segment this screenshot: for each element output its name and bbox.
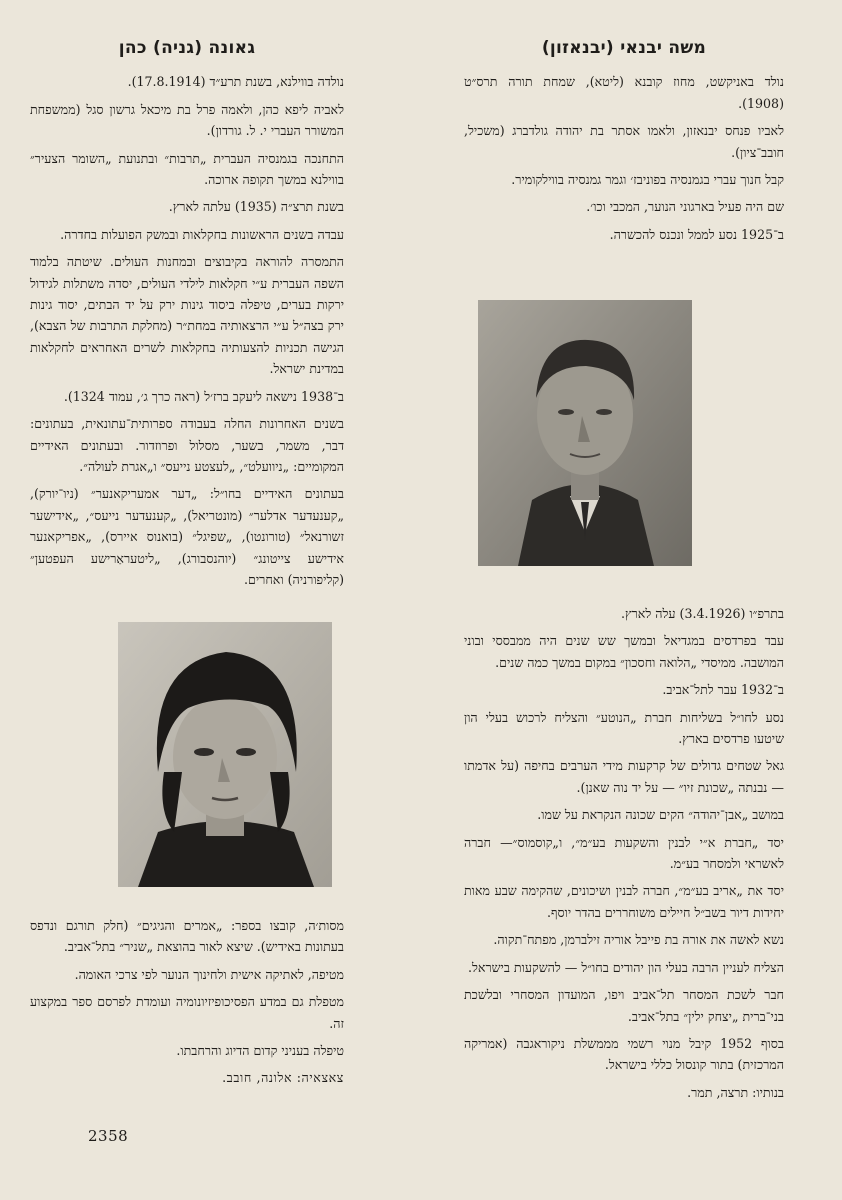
paragraph: ב־1932 עבר לתל־אביב. [662,682,784,698]
paragraph: קבל חנוך עברי בגמנסיה בפוניבז׳ וגמר גמנסיה בווילקומיר. [511,172,784,188]
article-title: גאונה (גניה) כהן [118,38,256,58]
paragraph: צאצאיה: אלונה, חובב. [222,1070,344,1086]
article-moshe-yavnai [464,38,784,251]
paragraph: לאביה ליפא כהן, ולאמה פרל בת מיכאל גרשון סגל (ממשפחת המשורר העברי י. ל. גורדון). [30,101,344,139]
paragraph: עבד בפרדסים במגדיאל ובמשך שש שנים היה ממבססי ובוני המושבה. ממיסדי „הלואה וחסכון״ במקום במשך כמה שנים. [464,633,784,670]
paragraph: בשנים האחרונות החלה בעבודה ספרותית־עתונאית, בעתונים: דבר, משמר, בשער, מסלול ופרוזדור. ובעתונים האידיים המקומיים: „ניוועלט״, „לעצטע נייעס״ ו„אגרת לעולה״. [30,416,344,474]
paragraph: התמסרה להוראה בקיבוצים ובמחנות העולים. שיטתה בלמוד השפה העברית ע״י חקלאות לילדי העולים, יסדה משתלות לגידול ירקות בערים, טיפלה ביסוד גינות ירק על יד הבתים, יסוד גינות ירק בצה״ל ע״י הרצאותיה במחת״ר (מחלקת התרבות של הצבא), הגישה תכניות להצעותיה בחקלאות לשרים האחראים לחקלאות במדינת ישראל. [30,254,344,377]
paragraph: הצליח לעניין הרבה בעלי הון יהודים בחו״ל — להשקעות בישראל. [468,959,784,975]
paragraph: נשא לאשה את אורה בת פייבל אוריה זילברמן, מפתח־תקוה. [493,932,784,948]
paragraph: יסד את „אריב בע״מ״, חברה לבנין ושיכונים, שהקימה שבע מאות יחידות דיור בשב״ל חיילים משוחררים בהדר יוסף. [464,883,784,920]
paragraph: במושב „אבן־יהודה״ הקים שכונה הנקראת על שמו. [537,807,784,823]
paragraph: מסות׳ה, קובצו בספר: „אמרים והגיגים״ (חלק תורגם ונדפס בעתונות באידיש). שיצא לאור בהוצאת „שניר״ בתל־אביב. [30,918,344,955]
article-moshe-yavnai-continued [464,603,784,1109]
paragraph: יסד „חברת א״י לבנין והשקעות בע״מ״, ו„קוסמוס״— חברה לאשראי ולמסחר בע״מ. [464,834,784,872]
paragraph: בסוף 1952 קיבל מנוי רשמי מממשלת ניקוראגבה (אמריקה המרכזית) בתור קונסול כללי בישראל. [464,1035,784,1073]
paragraph: לאביו פנחס יבנאזון, ולאמו אסתר בת יהודה גולדברג (משכיל, חובב־ציון). [464,123,784,160]
paragraph: התחנכה בגמנסיה העברית „תרבות״ ובתנועת „השומר הצעיר״ בווילנא במשך תקופה ארוכה. [30,150,344,188]
paragraph: ב־1938 נישאה ליעקב ברז׳ל (ראה כרך ג׳, עמוד 1324). [63,388,344,404]
paragraph: מטפלת גם במדע הפסיכופיזיונומיה ועומדת לפרסם ספר במקצוע זה. [30,994,344,1031]
paragraph: ב־1925 נסע לממל ונכנס להכשרה. [609,226,784,242]
portrait-photo-moshe-yavnai [478,300,692,566]
paragraph: גאל שטחים גדולים של קרקעות מידי הערבים בחיפה (על אדמתו — נבנתה „שכונת זיו״ — על יד נוה שאנן). [464,758,784,795]
paragraph: בשנת תרצ״ה (1935) עלתה לארץ. [168,199,344,215]
paragraph: נולד באניקשט, מחוז קובנא (ליטא), שמחת תורה תרס״ט (1908). [464,74,784,111]
paragraph: בנותיו: תרצה, תמר. [687,1084,784,1100]
paragraph: נולדה בווילנא, בשנת תרע״ד (17.8.1914). [127,74,344,90]
article-title: משה יבנאי (יבנאזון) [541,38,707,58]
page-number: 2358 [88,1127,129,1145]
paragraph: חבר לשכת המסחר תל־אביב ויפו, המועדון המסחרי ובלשכת בני־ברית „יצחק ילין״ בתל־אביב. [464,987,784,1024]
paragraph: עבדה בשנים הראשונות בחקלאות ובמשק הפועלות בחדרה. [60,226,344,242]
paragraph: שם היה פעיל בארגוני הנוער, המכבי וכו׳. [586,199,784,215]
paragraph: מטיפה, לאתיקה אישית ולחינוך הנוער לפי צרכי האומה. [74,966,344,982]
paragraph: בעתונים האידיים בחו״ל: „דער אמעריקאנער״ (ניו־יורק), „קענעדער אדלער״ (מונטריאל), „קענעדער נייעס״, „אידישער זשורנאל״ (טורונטו), „שפיגל״ (בואנוס איירס), „אפריקאנער אידישע צייטונג״ (יוהנסבורג), „ליטעראַרישע העפטען״ (קליפורניה) ואחרים. [30,486,344,587]
paragraph: טיפלה בעניני קדום הדיוג והרחבתו. [176,1043,344,1059]
portrait-photo-geona-cohen [118,622,332,887]
article-geona-cohen-continued [30,915,344,1095]
article-geona-cohen [30,38,344,596]
paragraph: נסע לחו״ל בשליחות חברת „הנוטע״ והצליח לרכוש בעלי הון שיטעו פרדסים בארץ. [464,709,784,747]
paragraph: בתרפ״ו (3.4.1926) עלה לארץ. [621,606,784,621]
